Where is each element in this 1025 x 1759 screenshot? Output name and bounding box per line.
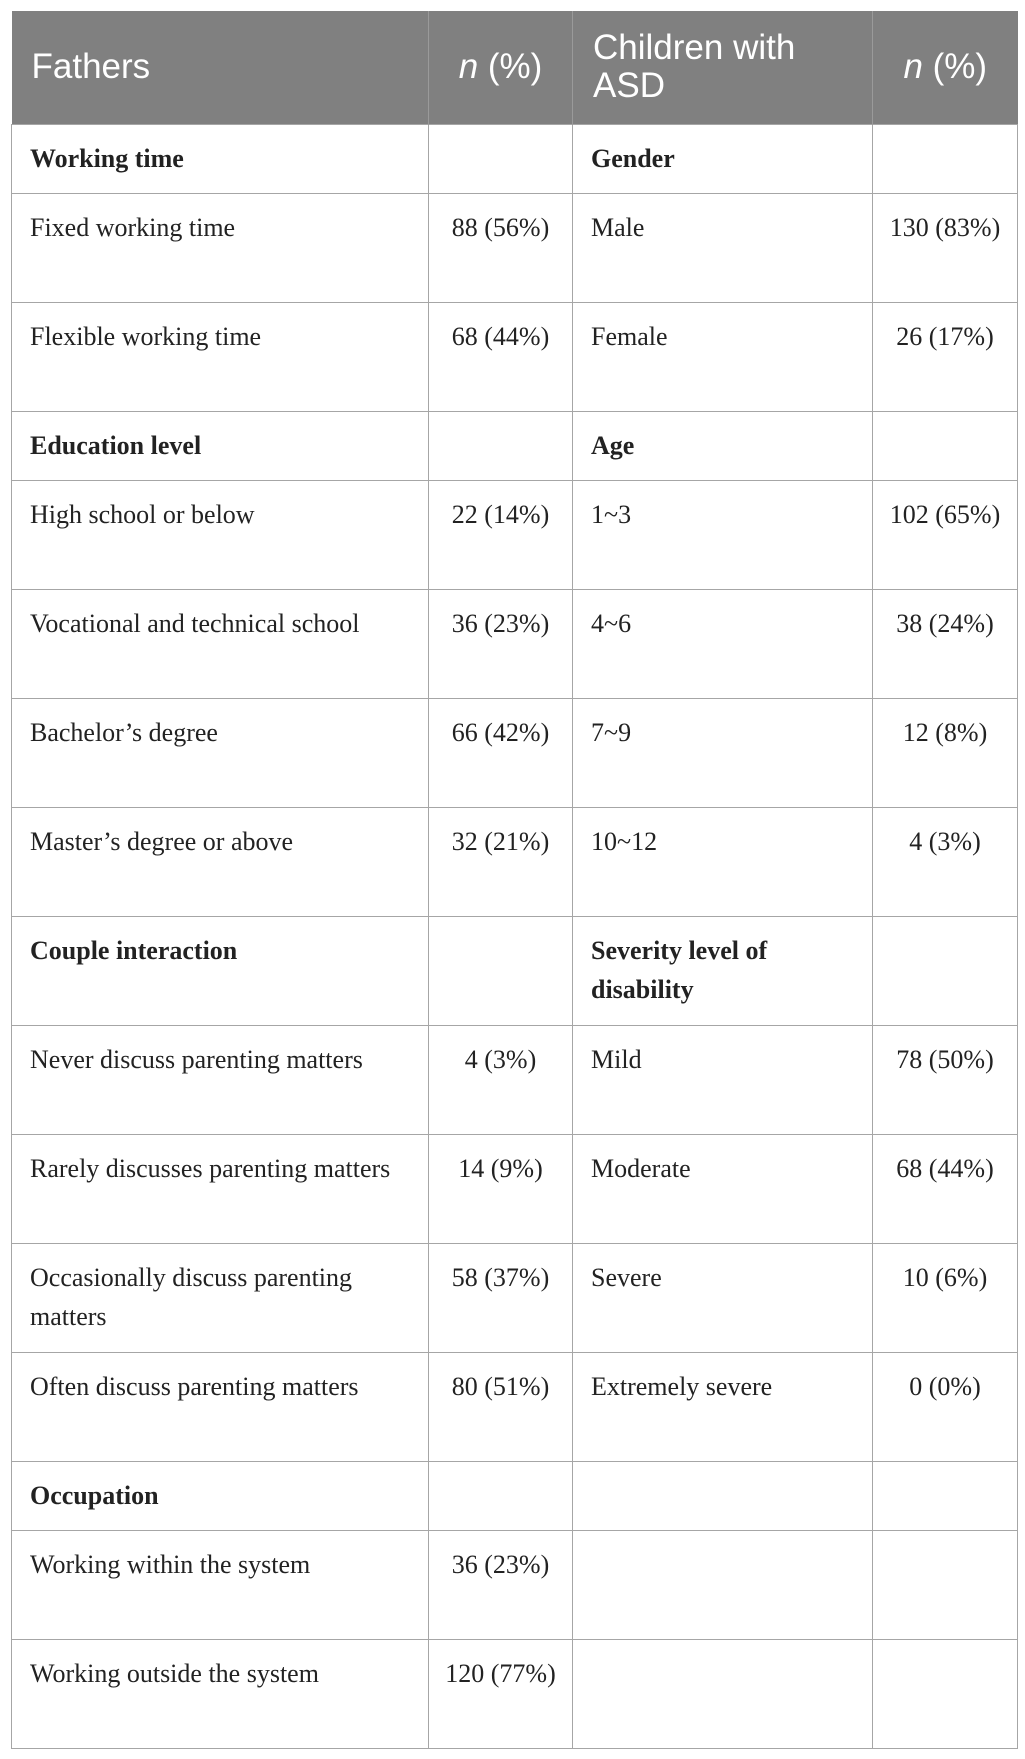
table-row — [12, 1134, 1018, 1243]
header-children-with-asd: Children with ASD — [573, 11, 873, 124]
father-count-cell: 4 (3%) — [429, 1025, 573, 1134]
section-row — [12, 124, 1018, 193]
table-body — [12, 124, 1018, 1748]
father-category-cell: Bachelor’s degree — [12, 698, 429, 807]
child-category-cell: Female — [573, 302, 873, 411]
child-count-cell: 78 (50%) — [873, 1025, 1018, 1134]
section-row — [12, 1461, 1018, 1530]
father-count-cell — [429, 411, 573, 480]
father-category-cell: Occasionally discuss parenting matters — [12, 1243, 429, 1352]
table-header-row — [12, 11, 1018, 124]
child-count-cell: 38 (24%) — [873, 589, 1018, 698]
father-category-cell: Working time — [12, 124, 429, 193]
child-category-cell: 4~6 — [573, 589, 873, 698]
father-category-cell: Vocational and technical school — [12, 589, 429, 698]
table-row — [12, 1352, 1018, 1461]
father-count-cell: 120 (77%) — [429, 1639, 573, 1748]
child-count-cell: 10 (6%) — [873, 1243, 1018, 1352]
demographics-table-container — [11, 11, 1017, 1749]
table-row — [12, 302, 1018, 411]
father-category-cell: Working within the system — [12, 1530, 429, 1639]
child-count-cell — [873, 124, 1018, 193]
child-count-cell: 130 (83%) — [873, 193, 1018, 302]
child-category-cell — [573, 1461, 873, 1530]
table-row — [12, 480, 1018, 589]
table-row — [12, 193, 1018, 302]
child-category-cell: 7~9 — [573, 698, 873, 807]
header-n-symbol: n — [903, 47, 923, 87]
father-count-cell — [429, 1461, 573, 1530]
father-count-cell — [429, 916, 573, 1025]
father-count-cell: 80 (51%) — [429, 1352, 573, 1461]
table-row — [12, 1243, 1018, 1352]
child-category-cell: 10~12 — [573, 807, 873, 916]
child-category-cell: Male — [573, 193, 873, 302]
child-count-cell: 102 (65%) — [873, 480, 1018, 589]
father-category-cell: Flexible working time — [12, 302, 429, 411]
father-count-cell: 58 (37%) — [429, 1243, 573, 1352]
child-count-cell: 12 (8%) — [873, 698, 1018, 807]
child-count-cell: 68 (44%) — [873, 1134, 1018, 1243]
header-percent-symbol: (%) — [922, 47, 988, 87]
header-n-symbol: n — [458, 47, 479, 87]
header-percent-symbol: (%) — [478, 47, 543, 87]
father-count-cell: 22 (14%) — [429, 480, 573, 589]
table-row — [12, 589, 1018, 698]
father-count-cell: 14 (9%) — [429, 1134, 573, 1243]
father-count-cell: 36 (23%) — [429, 1530, 573, 1639]
child-count-cell — [873, 1461, 1018, 1530]
header-fathers: Fathers — [12, 11, 429, 124]
table-row — [12, 807, 1018, 916]
father-count-cell: 68 (44%) — [429, 302, 573, 411]
father-category-cell: Working outside the system — [12, 1639, 429, 1748]
demographics-table — [11, 11, 1018, 1749]
header-fathers-n-percent — [429, 11, 573, 124]
father-category-cell: Often discuss parenting matters — [12, 1352, 429, 1461]
father-category-cell: Master’s degree or above — [12, 807, 429, 916]
father-count-cell — [429, 124, 573, 193]
father-category-cell: Never discuss parenting matters — [12, 1025, 429, 1134]
child-count-cell — [873, 1530, 1018, 1639]
child-category-cell: Extremely severe — [573, 1352, 873, 1461]
child-count-cell — [873, 916, 1018, 1025]
father-category-cell: Rarely discusses parenting matters — [12, 1134, 429, 1243]
father-category-cell: Fixed working time — [12, 193, 429, 302]
section-row — [12, 916, 1018, 1025]
child-category-cell — [573, 1530, 873, 1639]
father-category-cell: High school or below — [12, 480, 429, 589]
child-category-cell: Severity level of disability — [573, 916, 873, 1025]
table-row — [12, 1639, 1018, 1748]
child-category-cell: 1~3 — [573, 480, 873, 589]
child-category-cell: Age — [573, 411, 873, 480]
father-category-cell: Occupation — [12, 1461, 429, 1530]
child-count-cell: 26 (17%) — [873, 302, 1018, 411]
table-row — [12, 698, 1018, 807]
section-row — [12, 411, 1018, 480]
father-count-cell: 88 (56%) — [429, 193, 573, 302]
father-category-cell: Education level — [12, 411, 429, 480]
child-count-cell: 0 (0%) — [873, 1352, 1018, 1461]
child-count-cell: 4 (3%) — [873, 807, 1018, 916]
father-count-cell: 32 (21%) — [429, 807, 573, 916]
child-category-cell — [573, 1639, 873, 1748]
child-category-cell: Mild — [573, 1025, 873, 1134]
child-count-cell — [873, 1639, 1018, 1748]
child-count-cell — [873, 411, 1018, 480]
father-count-cell: 66 (42%) — [429, 698, 573, 807]
child-category-cell: Moderate — [573, 1134, 873, 1243]
father-count-cell: 36 (23%) — [429, 589, 573, 698]
table-row — [12, 1025, 1018, 1134]
header-children-n-percent — [873, 11, 1018, 124]
child-category-cell: Gender — [573, 124, 873, 193]
child-category-cell: Severe — [573, 1243, 873, 1352]
father-category-cell: Couple interaction — [12, 916, 429, 1025]
table-row — [12, 1530, 1018, 1639]
